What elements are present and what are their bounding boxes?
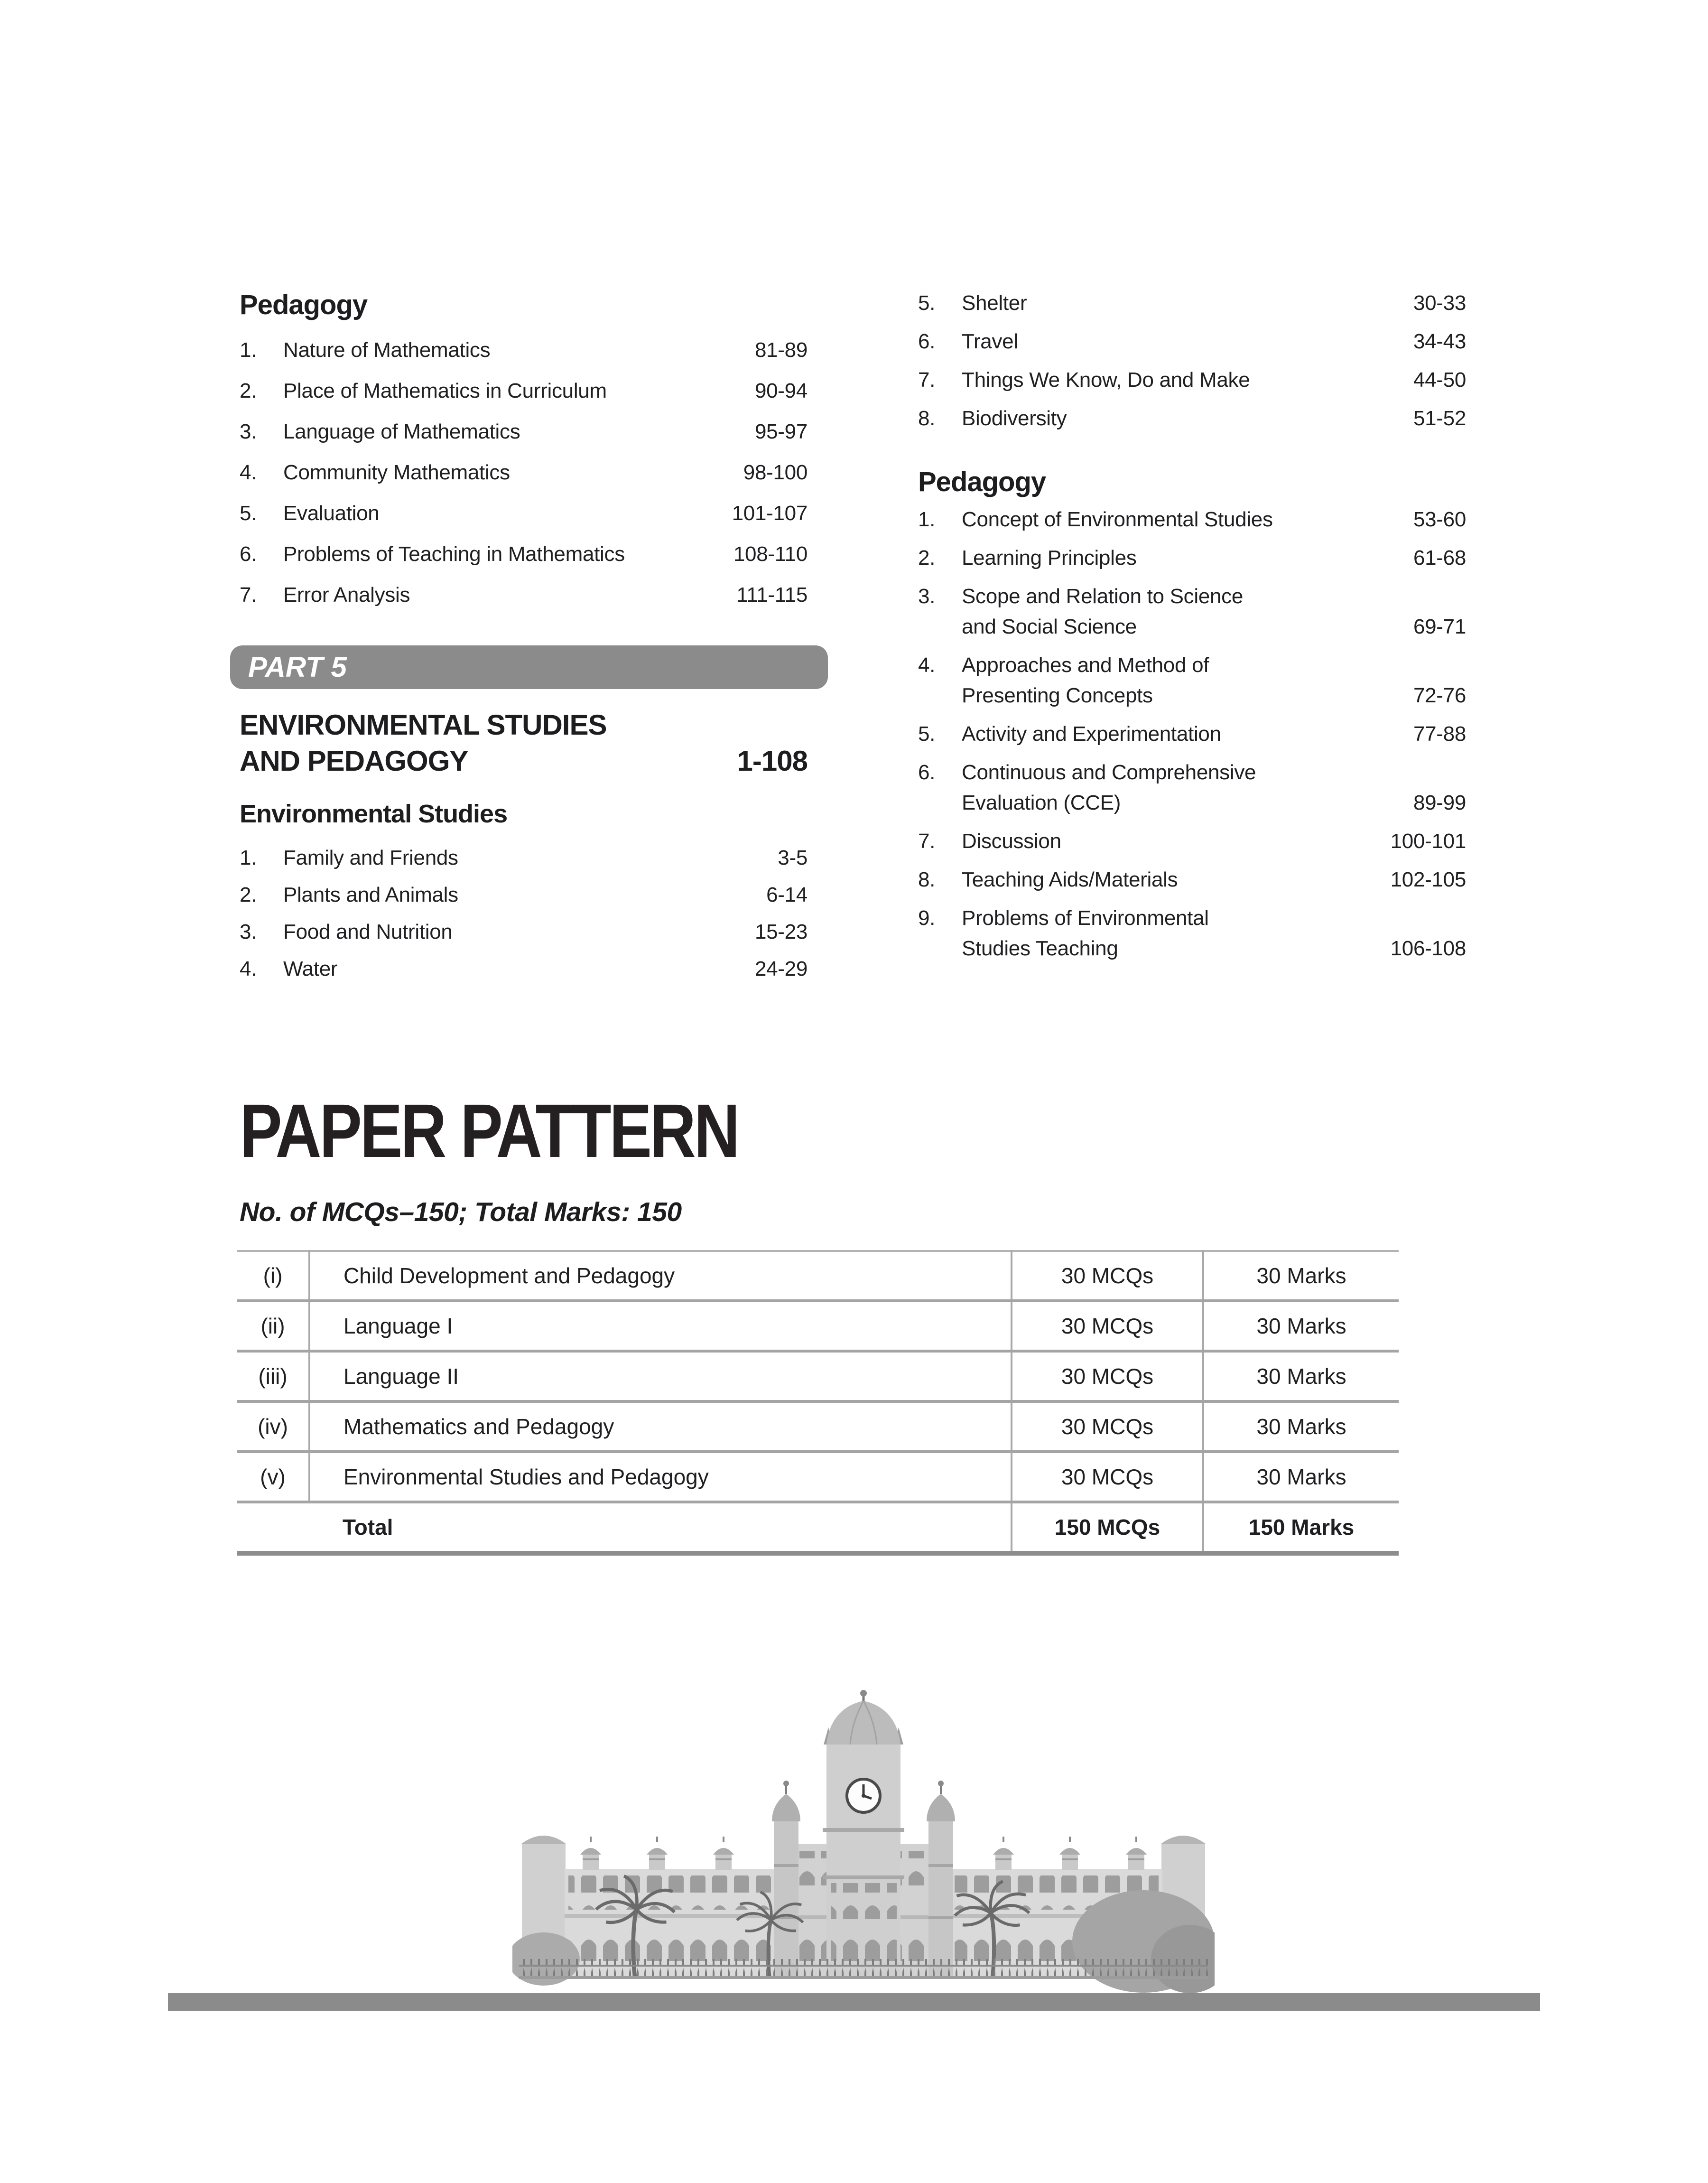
toc-item <box>240 498 808 529</box>
toc-item-pages: 15-23 <box>754 920 808 943</box>
toc-item-line2: Presenting Concepts <box>962 684 1153 707</box>
total-empty-cell <box>237 1502 309 1553</box>
toc-item-label: Place of Mathematics in Curriculum <box>283 379 607 402</box>
toc-left-environmental <box>240 798 808 991</box>
toc-item-label: Problems of Teaching in Mathematics <box>283 542 625 566</box>
toc-item-label: Error Analysis <box>283 583 410 606</box>
row-mcqs: 30 MCQs <box>1012 1401 1203 1452</box>
row-marks: 30 Marks <box>1203 1351 1399 1401</box>
toc-item <box>240 917 808 947</box>
toc-item-two-line <box>918 581 1466 642</box>
total-mcqs: 150 MCQs <box>1012 1502 1203 1553</box>
part-title-line1: ENVIRONMENTAL STUDIES <box>240 709 607 741</box>
toc-item-label: Food and Nutrition <box>283 920 453 943</box>
toc-item <box>240 954 808 984</box>
part-title-line2: AND PEDAGOGY <box>240 745 468 777</box>
row-subject: Child Development and Pedagogy <box>343 1263 675 1288</box>
toc-list-environmental-cont <box>918 288 1466 434</box>
toc-item-pages: 111-115 <box>736 583 808 606</box>
paper-pattern-table <box>237 1250 1399 1556</box>
toc-item-two-line <box>918 757 1466 818</box>
bottom-gray-bar <box>168 1993 1540 2011</box>
toc-item-number: 9. <box>918 906 936 930</box>
toc-item-pages: 90-94 <box>754 379 808 402</box>
paper-pattern-subtitle: No. of MCQs–150; Total Marks: 150 <box>240 1197 682 1227</box>
toc-item-pages: 72-76 <box>1413 684 1466 707</box>
toc-item-pages: 30-33 <box>1413 291 1466 315</box>
toc-item-pages: 77-88 <box>1413 722 1466 746</box>
toc-item-two-line <box>918 903 1466 964</box>
toc-item-number: 7. <box>918 368 936 392</box>
toc-item-label: Concept of Environmental Studies <box>962 508 1273 531</box>
toc-item-number: 1. <box>240 846 257 869</box>
row-number: (iii) <box>237 1351 309 1401</box>
toc-item-label: Travel <box>962 330 1018 353</box>
toc-item-pages: 34-43 <box>1413 330 1466 353</box>
toc-item <box>918 543 1466 573</box>
toc-item-pages: 108-110 <box>733 542 808 566</box>
fence <box>519 1959 1208 1979</box>
toc-item-pages: 6-14 <box>766 883 808 906</box>
total-marks: 150 Marks <box>1203 1502 1399 1553</box>
section-heading-pedagogy-math: Pedagogy <box>240 289 368 320</box>
toc-item-number: 8. <box>918 868 936 891</box>
toc-item-label <box>962 903 1209 964</box>
toc-item-number: 4. <box>240 957 257 980</box>
toc-item-pages: 3-5 <box>778 846 808 869</box>
toc-list-environmental <box>240 843 808 984</box>
toc-item-line1: Continuous and Comprehensive <box>962 761 1256 784</box>
toc-item-label: Activity and Experimentation <box>962 722 1221 746</box>
toc-item-line1: Scope and Relation to Science <box>962 585 1244 608</box>
row-subject: Environmental Studies and Pedagogy <box>309 1452 1012 1502</box>
table-row <box>237 1301 1399 1351</box>
toc-item-pages: 100-101 <box>1390 830 1466 853</box>
toc-right-pedagogy-list-wrap <box>918 504 1466 972</box>
row-marks: 30 Marks <box>1203 1401 1399 1452</box>
toc-item-pages: 44-50 <box>1413 368 1466 392</box>
row-marks: 30 Marks <box>1203 1301 1399 1351</box>
toc-item-number: 2. <box>918 546 936 569</box>
toc-item-label: Things We Know, Do and Make <box>962 368 1250 392</box>
part-5-banner: PART 5 <box>230 645 828 689</box>
toc-left-column <box>240 289 808 621</box>
table-row <box>237 1452 1399 1502</box>
toc-item-pages: 89-99 <box>1413 791 1466 814</box>
toc-item-number: 1. <box>240 338 257 362</box>
toc-item <box>918 403 1466 434</box>
toc-item-label: Community Mathematics <box>283 461 510 484</box>
toc-item <box>240 417 808 447</box>
toc-item-label: Language of Mathematics <box>283 420 520 443</box>
table-row <box>237 1351 1399 1401</box>
palace-building-svg <box>512 1688 1215 2001</box>
paper-pattern-title: PAPER PATTERN <box>240 1088 738 1173</box>
toc-item-label <box>962 757 1256 818</box>
row-mcqs: 30 MCQs <box>1012 1351 1203 1401</box>
onion-dome <box>826 1701 900 1745</box>
section-heading-environmental-studies: Environmental Studies <box>240 800 508 828</box>
toc-item-label <box>962 581 1243 642</box>
toc-item-pages: 81-89 <box>754 338 808 362</box>
row-subject: Language I <box>309 1301 1012 1351</box>
toc-item-line1: Approaches and Method of <box>962 653 1209 677</box>
toc-item-pages: 61-68 <box>1413 546 1466 569</box>
toc-item <box>918 327 1466 357</box>
row-subject: Mathematics and Pedagogy <box>309 1401 1012 1452</box>
toc-item-label <box>962 650 1209 711</box>
part-title-pages: 1-108 <box>737 745 808 777</box>
toc-item-number: 8. <box>918 407 936 430</box>
toc-item-two-line <box>918 650 1466 711</box>
row-subject: Language II <box>309 1351 1012 1401</box>
total-label: Total <box>309 1502 1012 1553</box>
toc-item-pages: 101-107 <box>732 502 808 525</box>
toc-item-label: Discussion <box>962 830 1061 853</box>
toc-item-label: Water <box>283 957 338 980</box>
toc-item-number: 4. <box>918 653 936 677</box>
toc-item <box>918 865 1466 895</box>
toc-item <box>918 826 1466 857</box>
palace-building-illustration <box>512 1688 1215 2001</box>
row-marks: 30 Marks <box>1203 1452 1399 1502</box>
toc-item-pages: 106-108 <box>1390 937 1466 960</box>
row-marks: 30 Marks <box>1256 1263 1346 1288</box>
toc-item-line2: and Social Science <box>962 615 1137 638</box>
toc-item <box>240 880 808 910</box>
toc-item <box>240 843 808 873</box>
toc-item-number: 6. <box>918 761 936 784</box>
part-5-title <box>240 707 808 779</box>
row-mcqs: 30 MCQs <box>1012 1301 1203 1351</box>
toc-item <box>240 376 808 406</box>
toc-item-number: 3. <box>240 420 257 443</box>
toc-item-number: 5. <box>240 502 257 525</box>
toc-item <box>918 288 1466 318</box>
part-title-line2-row <box>240 743 808 779</box>
toc-item-line2: Studies Teaching <box>962 937 1118 960</box>
row-number: (v) <box>237 1452 309 1502</box>
toc-item <box>240 335 808 365</box>
toc-item-number: 5. <box>918 722 936 746</box>
toc-item-number: 7. <box>918 830 936 853</box>
toc-item-label: Learning Principles <box>962 546 1137 569</box>
toc-right-pedagogy-heading-wrap <box>918 466 1466 498</box>
table-total-row <box>237 1502 1399 1553</box>
toc-item-label: Family and Friends <box>283 846 458 869</box>
toc-item-pages: 24-29 <box>754 957 808 980</box>
toc-item-pages: 95-97 <box>754 420 808 443</box>
section-heading-pedagogy-evs: Pedagogy <box>918 466 1046 497</box>
toc-item-label: Teaching Aids/Materials <box>962 868 1178 891</box>
toc-item-pages: 53-60 <box>1413 508 1466 531</box>
toc-item-number: 4. <box>240 461 257 484</box>
row-number: (iv) <box>237 1401 309 1452</box>
toc-item-line2: Evaluation (CCE) <box>962 791 1121 814</box>
toc-item <box>918 365 1466 395</box>
toc-item-label: Plants and Animals <box>283 883 458 906</box>
toc-item-label: Shelter <box>962 291 1027 315</box>
toc-item-pages: 69-71 <box>1413 615 1466 638</box>
toc-item-label: Evaluation <box>283 502 380 525</box>
toc-item-line1: Problems of Environmental <box>962 906 1209 930</box>
toc-item-number: 2. <box>240 883 257 906</box>
toc-item-number: 5. <box>918 291 936 315</box>
row-number: (ii) <box>237 1301 309 1351</box>
toc-item <box>918 719 1466 749</box>
toc-item-number: 7. <box>240 583 257 606</box>
toc-item-number: 6. <box>240 542 257 566</box>
toc-item <box>240 580 808 610</box>
toc-item <box>918 504 1466 535</box>
row-mcqs: 30 MCQs <box>1012 1251 1203 1301</box>
table-row <box>237 1401 1399 1452</box>
toc-item-number: 3. <box>240 920 257 943</box>
toc-item-label: Nature of Mathematics <box>283 338 491 362</box>
toc-item-number: 1. <box>918 508 936 531</box>
table-row <box>237 1251 1399 1301</box>
row-mcqs: 30 MCQs <box>1012 1452 1203 1502</box>
toc-list-evs-pedagogy <box>918 504 1466 964</box>
toc-item-pages: 98-100 <box>743 461 808 484</box>
toc-item-number: 6. <box>918 330 936 353</box>
toc-item-label: Biodiversity <box>962 407 1067 430</box>
toc-item-number: 3. <box>918 585 936 608</box>
toc-item <box>240 457 808 488</box>
toc-item-number: 2. <box>240 379 257 402</box>
toc-item <box>240 539 808 569</box>
toc-item-pages: 51-52 <box>1413 407 1466 430</box>
toc-list-math-pedagogy <box>240 335 808 610</box>
row-number: (i) <box>237 1251 309 1301</box>
toc-right-environmental-cont <box>918 288 1466 442</box>
toc-item-pages: 102-105 <box>1390 868 1466 891</box>
